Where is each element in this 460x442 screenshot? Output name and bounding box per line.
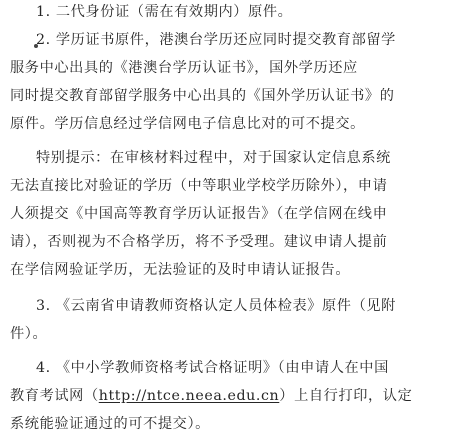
item-2-line-1: 2. 学历证书原件，港澳台学历还应同时提交教育部留学 <box>36 32 396 48</box>
item-2-line-4: 原件。学历信息经过学信网电子信息比对的可不提交。 <box>10 116 365 132</box>
item-4-line-3: 系统能验证通过的可不提交）。 <box>10 416 210 432</box>
item-3-line-2: 件）。 <box>10 326 48 342</box>
item-3-line-1: 3. 《云南省申请教师资格认定人员体检表》原件（见附 <box>36 298 396 314</box>
item-4-url-prefix: 教育考试网（ <box>10 388 99 404</box>
item-4-url-suffix: ）上自行打印，认定 <box>279 388 413 404</box>
notice-line-4: 请），否则视为不合格学历，将不予受理。建议申请人提前 <box>10 234 388 250</box>
item-4-line-2 <box>10 386 412 406</box>
notice-line-3: 人须提交《中国高等教育学历认证报告》（在学信网在线申 <box>10 206 388 222</box>
ntce-link[interactable]: http://ntce.neea.edu.cn <box>98 388 280 404</box>
notice-line-5: 在学信网验证学历，无法验证的及时申请认证报告。 <box>10 262 351 278</box>
item-2-line-3: 同时提交教育部留学服务中心出具的《国外学历认证书》的 <box>10 88 395 104</box>
notice-line-2: 无法直接比对验证的学历（中等职业学校学历除外），申请 <box>10 178 388 194</box>
item-1-line-1: 1. 二代身份证（需在有效期内）原件。 <box>36 4 293 20</box>
item-2-line-2: 服务中心出具的《港澳台学历认证书》，国外学历还应 <box>10 60 358 76</box>
item-4-line-1: 4. 《中小学教师资格考试合格证明》（由申请人在中国 <box>36 360 389 376</box>
notice-line-1: 特别提示：在审核材料过程中，对于国家认定信息系统 <box>36 150 391 166</box>
